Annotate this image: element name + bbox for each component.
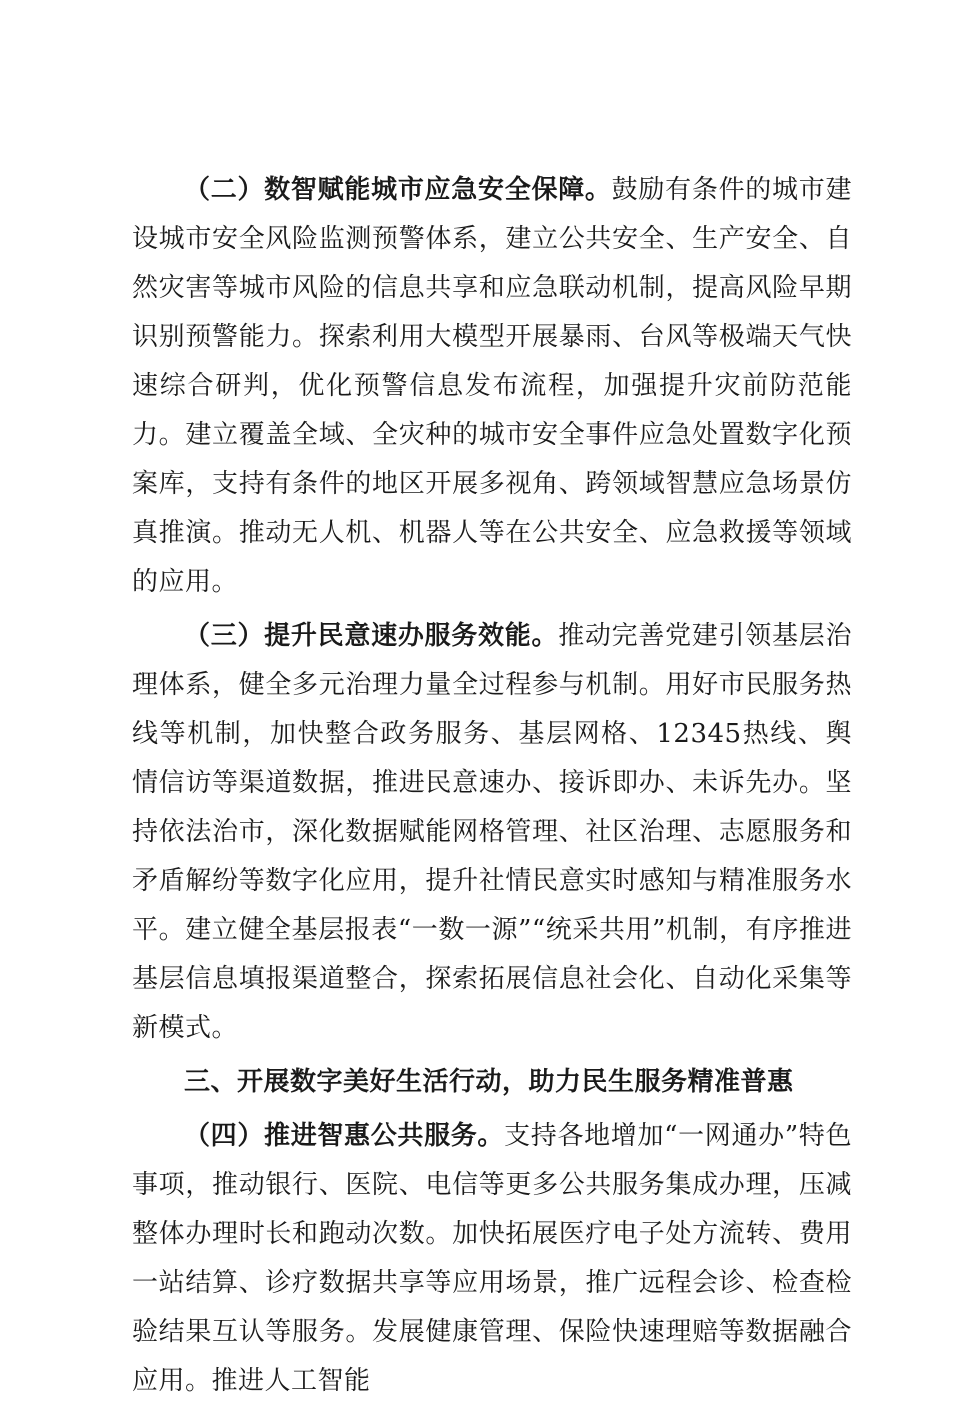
paragraph-text: 推动完善党建引领基层治理体系，健全多元治理力量全过程参与机制。用好市民服务热线等机制，加快整合政务服务、基层网格、12345热线、舆情信访等渠道数据，推进民意速办、接诉即办、未诉先办。坚持依法治市，深化数据赋能网格管理、社区治理、志愿服务和矛盾解纷等数字化应用，提升社情民意实时感知与精准服务水平。建立健全基层报表“一数一源”“统采共用”机制，有序推进基层信息填报渠道整合，探索拓展信息社会化、自动化采集等新模式。 (132, 621, 852, 1043)
section-heading: 三、开展数字美好生活行动，助力民生服务精准普惠 (184, 1067, 794, 1097)
paragraph-public-service (132, 1112, 852, 1406)
paragraph-heading: （二）数智赋能城市应急安全保障。 (184, 175, 612, 205)
paragraph-urban-emergency-safety (132, 166, 852, 607)
paragraph-heading: （四）推进智惠公共服务。 (184, 1121, 505, 1151)
paragraph-text: 支持各地增加“一网通办”特色事项，推动银行、医院、电信等更多公共服务集成办理，压减整体办理时长和跑动次数。加快拓展医疗电子处方流转、费用一站结算、诊疗数据共享等应用场景，推广远程会诊、检查检验结果互认等服务。发展健康管理、保险快速理赔等数据融合应用。推进人工智能 (132, 1121, 852, 1396)
paragraph-text: 鼓励有条件的城市建设城市安全风险监测预警体系，建立公共安全、生产安全、自然灾害等城市风险的信息共享和应急联动机制，提高风险早期识别预警能力。探索利用大模型开展暴雨、台风等极端天气快速综合研判，优化预警信息发布流程，加强提升灾前防范能力。建立覆盖全域、全灾种的城市安全事件应急处置数字化预案库，支持有条件的地区开展多视角、跨领域智慧应急场景仿真推演。推动无人机、机器人等在公共安全、应急救援等领域的应用。 (132, 175, 852, 597)
document-body (132, 166, 852, 1411)
paragraph-heading: （三）提升民意速办服务效能。 (184, 621, 559, 651)
paragraph-public-opinion-service (132, 612, 852, 1053)
